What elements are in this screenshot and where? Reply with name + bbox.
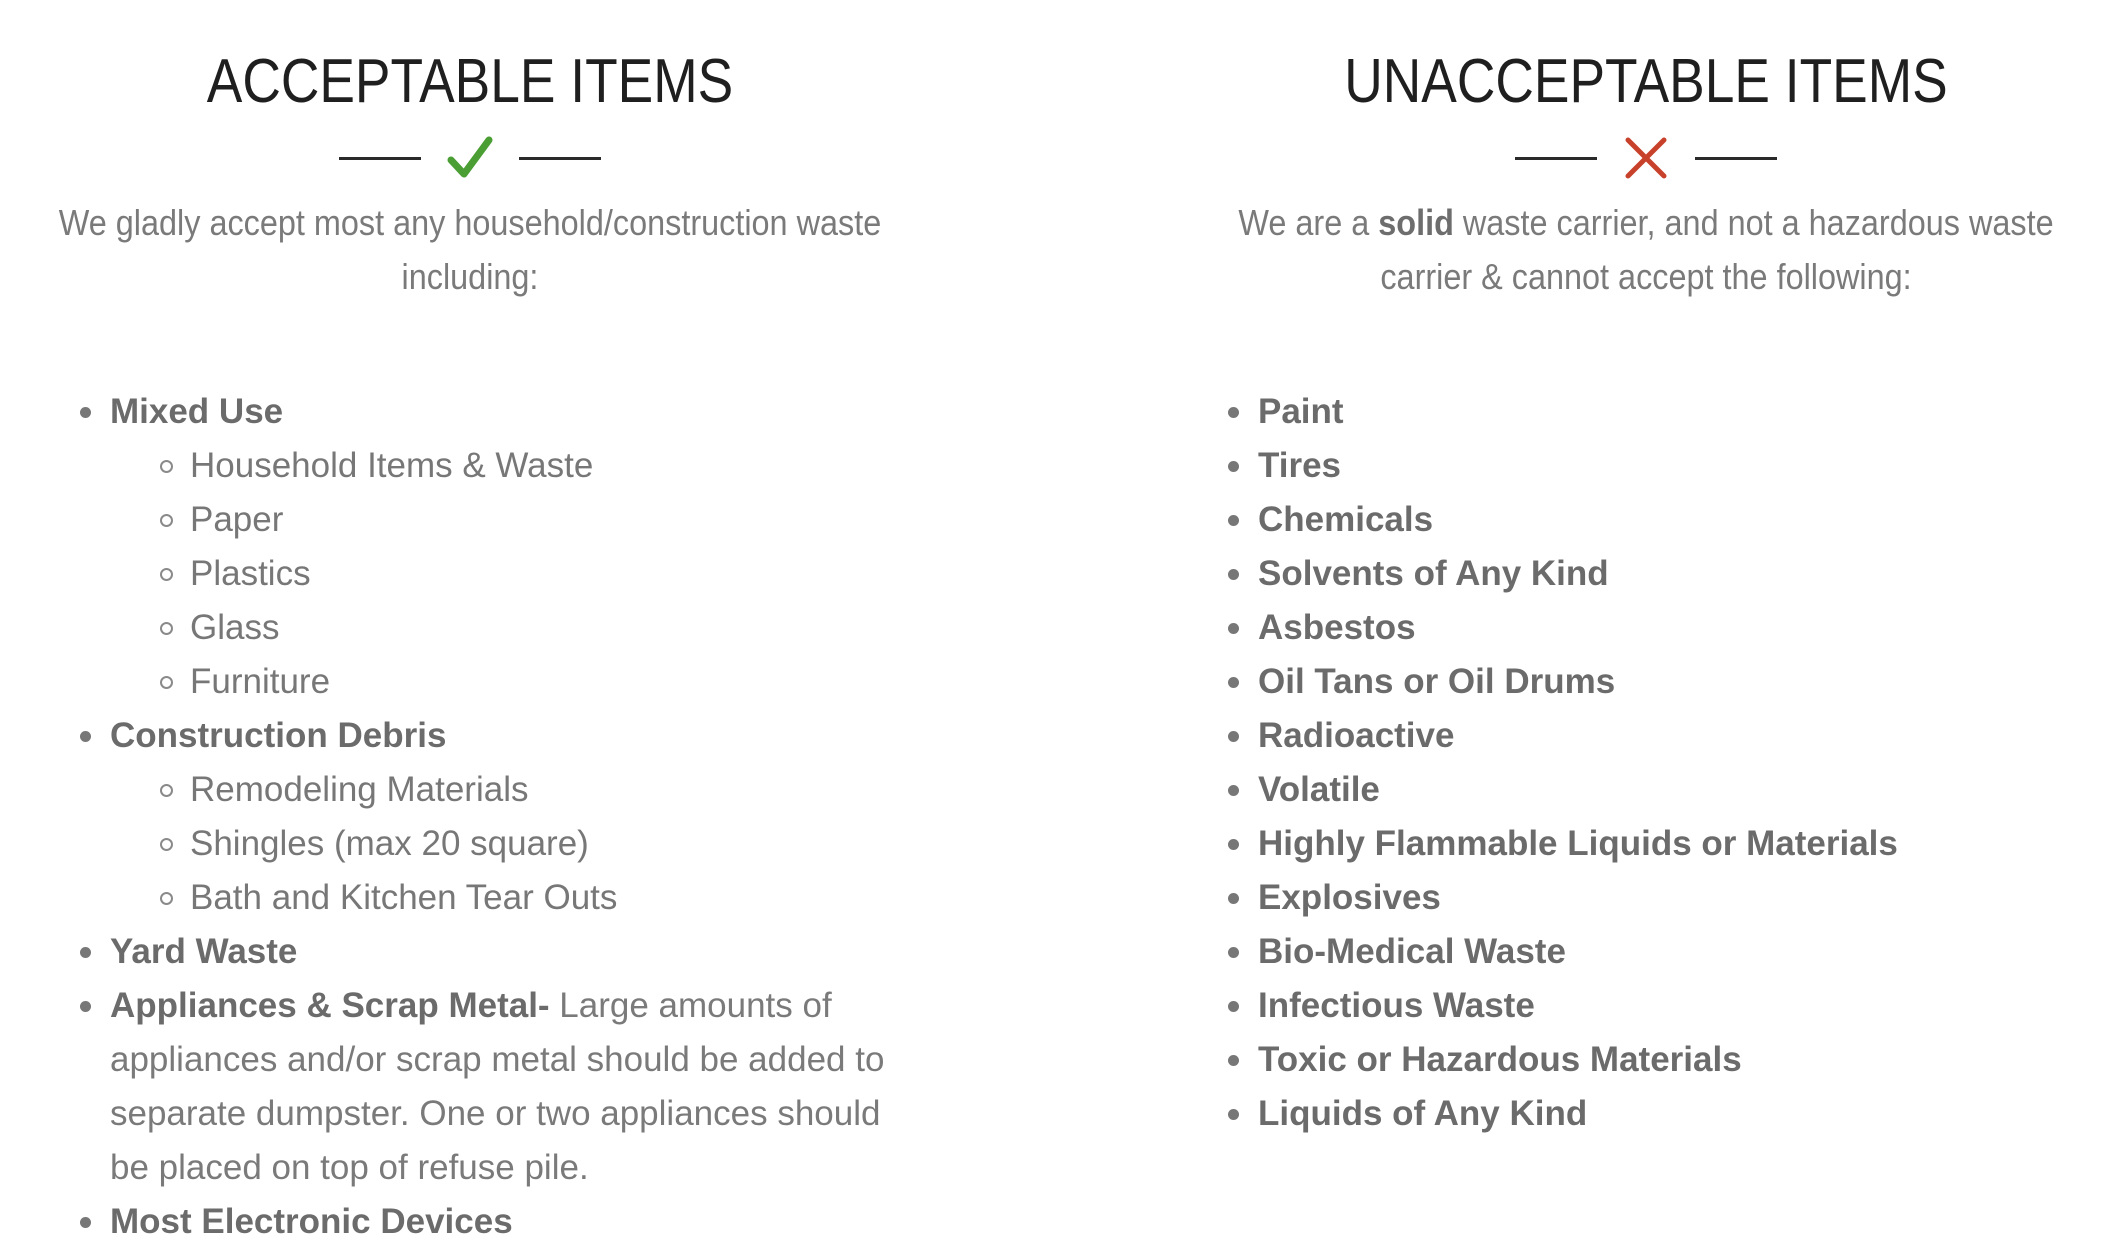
intro-bold: solid [1378, 202, 1454, 243]
list-item [78, 385, 898, 709]
divider-line-right [519, 157, 601, 160]
list-item [1226, 979, 2086, 1033]
item-label: Explosives [1258, 878, 1441, 917]
sub-list-item: Paper [190, 493, 898, 547]
list-item [1226, 547, 2086, 601]
unacceptable-list [1226, 385, 2086, 1141]
list-item [78, 709, 898, 925]
divider-line-right [1695, 157, 1777, 160]
intro-text: waste carrier, and not a hazardous waste carrier & cannot accept the following: [1380, 202, 2054, 297]
list-item [1226, 1087, 2086, 1141]
unacceptable-divider [1170, 128, 2122, 188]
item-label: Mixed Use [110, 392, 284, 431]
sub-list-item: Furniture [190, 655, 898, 709]
list-item [1226, 385, 2086, 439]
item-label: Chemicals [1258, 500, 1434, 539]
list-item [1226, 709, 2086, 763]
sub-list-item: Plastics [190, 547, 898, 601]
acceptable-list [78, 385, 898, 1249]
sub-list [110, 763, 898, 925]
divider-line-left [339, 157, 421, 160]
sub-list-item: Glass [190, 601, 898, 655]
item-label: Toxic or Hazardous Materials [1258, 1040, 1742, 1079]
list-item [1226, 439, 2086, 493]
list-item [1226, 601, 2086, 655]
intro-text: We are a [1238, 202, 1379, 243]
sub-list [110, 439, 898, 709]
item-label: Appliances & Scrap Metal- [110, 986, 550, 1025]
item-label: Paint [1258, 392, 1344, 431]
list-item [1226, 493, 2086, 547]
unacceptable-title: UNACCEPTABLE ITEMS [1344, 47, 1948, 116]
item-label: Infectious Waste [1258, 986, 1535, 1025]
list-item [78, 925, 898, 979]
list-item [78, 979, 898, 1195]
item-label: Yard Waste [110, 932, 298, 971]
item-label: Construction Debris [110, 716, 447, 755]
acceptable-title: ACCEPTABLE ITEMS [206, 47, 734, 116]
unacceptable-intro [1218, 196, 2075, 304]
acceptable-intro: We gladly accept most any household/construction waste including: [58, 202, 882, 297]
check-icon [421, 128, 519, 188]
item-label: Highly Flammable Liquids or Materials [1258, 824, 1898, 863]
list-item [1226, 763, 2086, 817]
x-icon [1597, 128, 1695, 188]
item-label: Oil Tans or Oil Drums [1258, 662, 1616, 701]
sub-list-item: Shingles (max 20 square) [190, 817, 898, 871]
list-item [1226, 871, 2086, 925]
item-label: Volatile [1258, 770, 1380, 809]
divider-line-left [1515, 157, 1597, 160]
list-item [1226, 655, 2086, 709]
item-label: Liquids of Any Kind [1258, 1094, 1588, 1133]
item-label: Radioactive [1258, 716, 1455, 755]
sub-list-item: Household Items & Waste [190, 439, 898, 493]
item-label: Asbestos [1258, 608, 1416, 647]
item-label: Tires [1258, 446, 1342, 485]
list-item [78, 1195, 898, 1249]
item-description: Large amounts of appliances and/or scrap metal should be added to separate dumpster. One or two appliances should be placed on top of refuse pile. [110, 986, 885, 1187]
list-item [1226, 925, 2086, 979]
list-item [1226, 1033, 2086, 1087]
sub-list-item: Remodeling Materials [190, 763, 898, 817]
list-item [1226, 817, 2086, 871]
item-label: Bio-Medical Waste [1258, 932, 1566, 971]
item-label: Solvents of Any Kind [1258, 554, 1609, 593]
item-label: Most Electronic Devices [110, 1202, 513, 1241]
sub-list-item: Bath and Kitchen Tear Outs [190, 871, 898, 925]
acceptable-divider [0, 128, 940, 188]
